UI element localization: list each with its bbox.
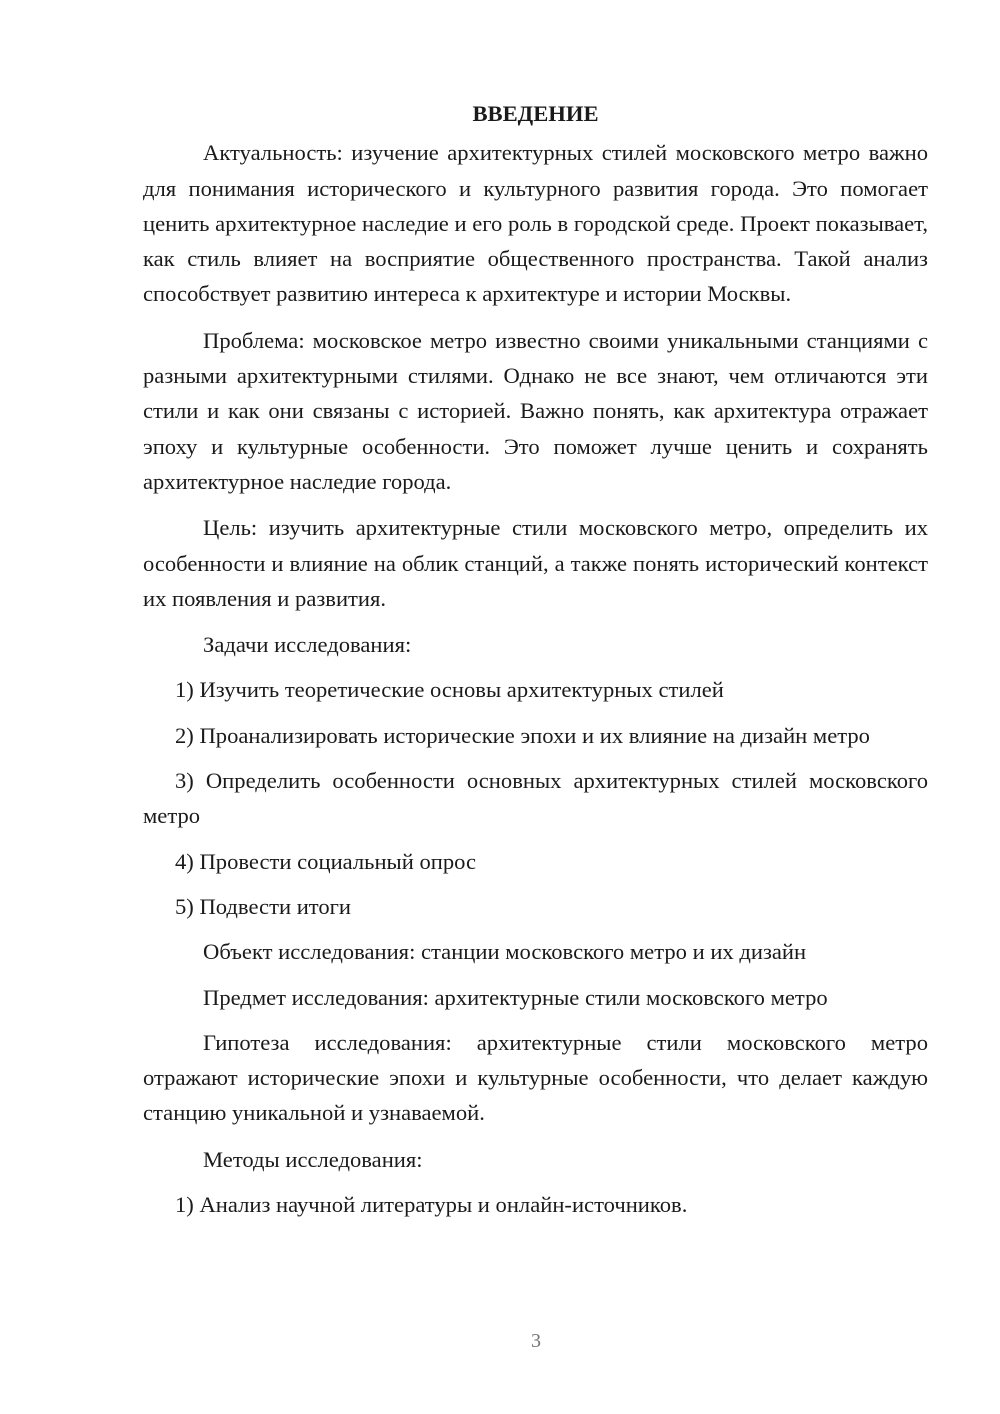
task-item: 3) Определить особенности основных архитектурных стилей московского метро bbox=[143, 768, 928, 829]
method-item: 1) Анализ научной литературы и онлайн-источников. bbox=[175, 1192, 688, 1218]
relevance-paragraph: Актуальность: изучение архитектурных стилей московского метро важно для понимания исторического и культурного развития города. Это помогает ценить архитектурное наследие и его роль в городской среде. Проект показывает, как стиль влияет на восприятие общественного пространства. Такой анализ способствует развитию интереса к архитектуре и истории Москвы. bbox=[143, 140, 928, 307]
hypothesis-paragraph: Гипотеза исследования: архитектурные стили московского метро отражают исторические эпохи и культурные особенности, что делает каждую станцию уникальной и узнаваемой. bbox=[143, 1029, 928, 1126]
page-number: 3 bbox=[531, 1330, 541, 1352]
methods-title: Методы исследования: bbox=[203, 1146, 423, 1172]
task-item: 1) Изучить теоретические основы архитектурных стилей bbox=[175, 677, 724, 703]
tasks-title: Задачи исследования: bbox=[203, 632, 412, 658]
task-item: 4) Провести социальный опрос bbox=[175, 848, 477, 874]
section-heading: ВВЕДЕНИЕ bbox=[472, 101, 599, 126]
object-paragraph: Объект исследования: станции московского метро и их дизайн bbox=[203, 939, 807, 965]
page-content bbox=[143, 96, 928, 1232]
subject-paragraph: Предмет исследования: архитектурные стили московского метро bbox=[203, 984, 828, 1010]
goal-paragraph: Цель: изучить архитектурные стили московского метро, определить их особенности и влияние на облик станций, а также понять исторический контекст их появления и развития. bbox=[143, 515, 928, 611]
task-item: 2) Проанализировать исторические эпохи и их влияние на дизайн метро bbox=[175, 722, 870, 748]
problem-paragraph: Проблема: московское метро известно своими уникальными станциями с разными архитектурными стилями. Однако не все знают, чем отличаются эти стили и как они связаны с историей. Важно понять, как архитектура отражает эпоху и культурные особенности. Это поможет лучше ценить и сохранять архитектурное наследие города. bbox=[143, 327, 928, 494]
task-item: 5) Подвести итоги bbox=[175, 893, 352, 919]
